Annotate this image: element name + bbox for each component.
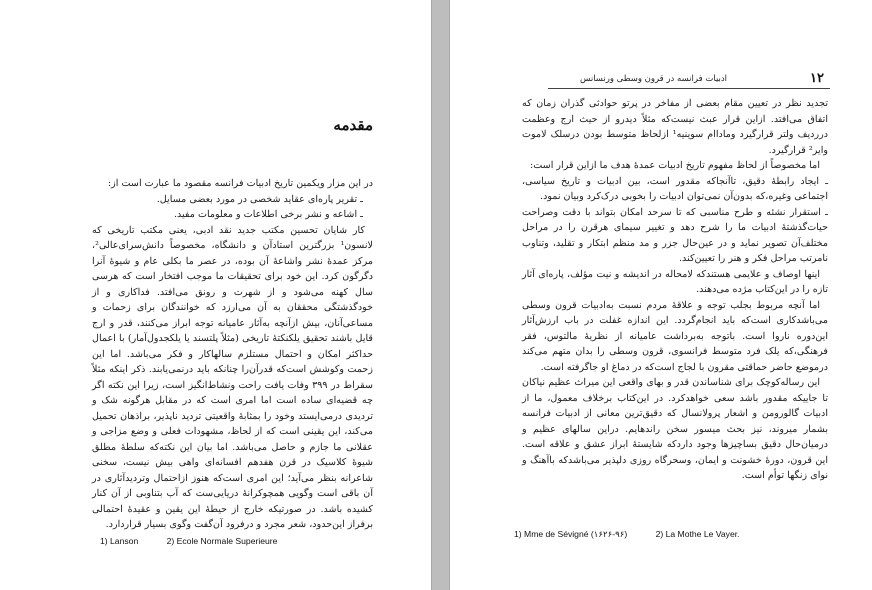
running-head: ادبیات فرانسه در قرون وسطی ورنسانس <box>580 74 728 84</box>
right-paragraph-5: اینها اوصاف و علایمی هستند‌که لامحاله در اندیشه و نیت مؤلف، پاره‌ای آثار تازه را در این‌کتاب مژده می‌دهند. <box>522 268 828 295</box>
right-body-text <box>522 96 828 484</box>
left-paragraph-4: کار شایان تحسین مکتب جدید نقد ادبی، یعنی مکتب تاریخی که لانسون¹ بزرگترین استادآن و دانشگاه، مخصوصاً دانش‌سرای‌عالی²، مرکز عمدهٔ نشر واشاعهٔ آن بوده، در عصر ما بکلی عام و شیوهٔ آنرا دگرگون کرد. این خود برای تحقیقات ما موجب افتخار است که هرسی سال کهنه می‌شود و از شهرت و رونق می‌افتد. فداکاری و از خودگذشتگی محققان به آن می‌ارزد که خوانندگان برای زحمات و مساعی‌آنان، بیش ازآنچه به‌آثار عامیانه توجه ابراز می‌کنند، قدر و ارج قایل باشند تحقیق یلکنکتهٔ تاریخی (مثلاً پلتسند یا یلکجدول‌آمار) با اعمال حداکثر امکان و احتمال مستلزم سالهاکار و فکر می‌باشد. اما این زحمت وکوشش است‌که قدرآن‌را چنانکه باید درنمی‌یابند. ذکر اینکه مثلاً سقراط در ۳۹۹ وفات یافت راحت ونشاط‌انگیز است، زیرا این نکته اگر چه قضیه‌ای ساده است اما امری است که در مقابل هرگونه شک و تردیدی درمی‌ایستد وخود را بمثابهٔ واقعیتی تردید ناپذیر، براذهان تحمیل می‌کند، این یقینی است که از لحاظ، مشهودات فعلی و وضع مزاجی و عقلانی ما جازم و حاصل می‌باشد. اما بیان این نکته‌که سلطهٔ مطلق شیوهٔ کلاسیک در قرن هفدهم افسانه‌ای واهی بیش نیست، سخنی شاعرانه بنظر می‌آید؛ این امری است‌که هنوز ازاحتمال وتردیدآثاری در آن باقی است وگویی همچوکرانهٔ دریایی‌ست که آب بتناوبی از آن کنار کشیده باشد. در صورتیکه خارج از حیطهٔ این یقین و عقیدهٔ احتمالی برفراز این‌حدود، شعر مجرد و درفرود آن‌گفت وگوی بسیار قراردارد. <box>92 224 373 530</box>
right-page <box>449 0 872 590</box>
chapter-title: مقدمه <box>333 116 373 134</box>
left-footnotes <box>100 536 303 546</box>
left-footnote-1: 1) Lanson <box>100 536 139 546</box>
left-paragraph-2: ـ تقریر پاره‌ای عقاید شخصی در مورد بعضی مسایل. <box>156 193 363 205</box>
right-footnote-1: 1) Mme de Sévigné (۱۶۲۶-۹۶) <box>514 529 628 539</box>
left-paragraph-1: در این مزار ویکمین تاریخ ادبیات فرانسه مقصود ما عبارت است از: <box>107 178 373 189</box>
page-number: ۱۲ <box>810 71 824 86</box>
right-paragraph-3: ـ ایجاد رابطهٔ دقیق، تاآنجاکه مقدور است، بین ادبیات و تاریخ سیاسی، اجتماعی وغیره،که بدون‌آن نمی‌توان ادبیات را بخوبی درک‌کرد وبیان نمود. <box>522 175 828 202</box>
left-page <box>0 0 432 590</box>
header-rule <box>548 88 830 89</box>
right-paragraph-2: اما مخصوصاً از لحاظ مفهوم تاریخ ادبیات عمدهٔ هدف ما ازاین قرار است: <box>530 160 820 171</box>
left-footnote-2: 2) Ecole Normale Superieure <box>166 536 278 546</box>
left-paragraph-3: ـ اشاعه و نشر برخی اطلاعات و معلومات مفید. <box>173 209 363 220</box>
right-footnotes <box>514 529 766 540</box>
right-paragraph-7: این رساله‌کوچک برای شناساندن قدر و بهای واقعی این میراث عظیم نیاکان تا جاییکه مقدور باشد سعی خواهدکرد. در این‌کتاب برخلاف معمول، ما از ادبیات گالورومن و اشعار پرولانسال که دقیق‌ترین معانی از ادبیات فرانسه بشمار میروند، نیز بحث میسور سخن راندهایم. دراین سالهای عظیم و درمیان‌حال دقیق بساچیزها وجود دارد‌که شایستهٔ ابراز عشق و علاقه است. این قرون، دورهٔ خشونت و ایمان، وسحرگاه روزی دلپذیر می‌باشد‌که با‌آهنگ و نوای زنگها توأم است. <box>522 377 828 481</box>
right-footnote-2: 2) La Mothe Le Vayer. <box>655 529 740 539</box>
right-paragraph-4: ـ استقرار نشئه و طرح مناسبی که تا سرحد امکان بتواند با دقت وصراحت حیات‌گذشتهٔ ادبیات ما را شرح دهد و تغییر سیمای هرقرن را در مراحل مختلف‌آن تصویر نماید و در عین‌حال جزر و مد منظم ابتکار و تقلید، وتناوب نامرتب مراحل فکر و هنر را تعیین‌کند. <box>522 206 828 264</box>
left-body-text <box>92 176 373 533</box>
right-paragraph-1: تجدید نظر در تعیین مقام بعضی از مفاخر در پرتو حوادثی گذران زمان که اتفاق می‌افتد. ازاین قرار عبث نیست‌که مثلاً دیدرو از حیث ارج وعظمت درردیف ولتر قرارگیرد وماداام سوینیه¹ ازلحاظ متوسط بودن درسلک لاموت وایر² قرارگیرد. <box>522 98 828 156</box>
right-paragraph-6: اما آنچه مربوط بجلب توجه و علاقهٔ مردم نسبت به‌ادبیات قرون وسطی می‌باشد‌کاری است‌که باید انجام‌گردد. این اندازه غفلت در باب ارزش‌آثار این‌دوره ناروا است. باتوجه به‌برداشت عامیانه از نظریهٔ مالتوس، فقر فرهنگی،که یلک فرد متوسط فرانسوی، قرون وسطی را بدان متهم می‌کند درموضع حاضر حماقتی مقرون با لجاج است‌که در دماغ او جاگرفته است. <box>522 299 828 373</box>
